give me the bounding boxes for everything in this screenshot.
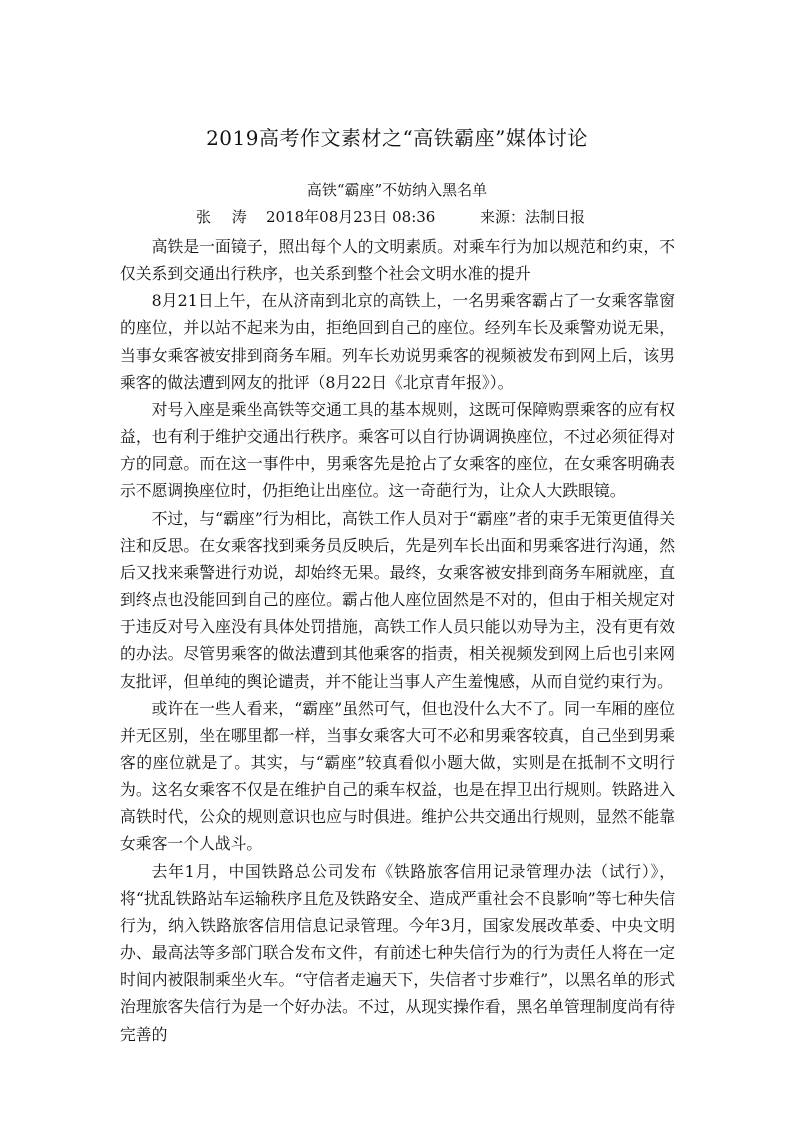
- byline-author: 张 涛: [196, 208, 255, 226]
- body-paragraph: 去年1月，中国铁路总公司发布《铁路旅客信用记录管理办法（试行）》，将“扰乱铁路站车运输秩序且危及铁路安全、造成严重社会不良影响”等七种失信行为，纳入铁路旅客信用信息记录管理。今年3月，国家发展改革委、中央文明办、最高法等多部门联合发布文件，有前述七种失信行为的行为责任人将在一定时间内被限制乘坐火车。“守信者走遍天下，失信者寸步难行”，以黑名单的形式治理旅客失信行为是一个好办法。不过，从现实操作看，黑名单管理制度尚有待完善的: [120, 861, 675, 1044]
- article-title: 高铁“霸座”不妨纳入黑名单: [306, 181, 488, 199]
- article-body: [120, 233, 675, 1048]
- body-paragraph: 或许在一些人看来，“霸座”虽然可气，但也没什么大不了。同一车厢的座位并无区别，坐在哪里都一样，当事女乘客大可不必和男乘客较真，自己坐到男乘客的座位就是了。其实，与“霸座”较真看似小题大做，实则是在抵制不文明行为。这名女乘客不仅是在维护自己的乘车权益，也是在捍卫出行规则。铁路进入高铁时代，公众的规则意识也应与时俱进。维护公共交通出行规则，显然不能靠女乘客一个人战斗。: [120, 698, 675, 854]
- document-title: 2019高考作文素材之“高铁霸座”媒体讨论: [206, 126, 588, 150]
- body-paragraph: 8月21日上午，在从济南到北京的高铁上，一名男乘客霸占了一女乘客靠窗的座位，并以站不起来为由，拒绝回到自己的座位。经列车长及乘警劝说无果，当事女乘客被安排到商务车厢。列车长劝说男乘客的视频被发布到网上后，该男乘客的做法遭到网友的批评（8月22日《北京青年报》）。: [120, 291, 675, 392]
- byline-datetime: 2018年08月23日 08:36: [266, 208, 436, 226]
- byline-source: 来源：法制日报: [480, 208, 586, 226]
- body-paragraph: 不过，与“霸座”行为相比，高铁工作人员对于“霸座”者的束手无策更值得关注和反思。在女乘客找到乘务员反映后，先是列车长出面和男乘客进行沟通，然后又找来乘警进行劝说，却始终无果。最终，女乘客被安排到商务车厢就座，直到终点也没能回到自己的座位。霸占他人座位固然是不对的，但由于相关规定对于违反对号入座没有具体处罚措施，高铁工作人员只能以劝导为主，没有更有效的办法。尽管男乘客的做法遭到其他乘客的指责，相关视频发到网上后也引来网友批评，但单纯的舆论谴责，并不能让当事人产生羞愧感，从而自觉约束行为。: [120, 508, 675, 691]
- byline: [196, 206, 716, 228]
- body-paragraph: 对号入座是乘坐高铁等交通工具的基本规则，这既可保障购票乘客的应有权益，也有利于维护交通出行秩序。乘客可以自行协调调换座位，不过必须征得对方的同意。而在这一事件中，男乘客先是抢占了女乘客的座位，在女乘客明确表示不愿调换座位时，仍拒绝让出座位。这一奇葩行为，让众人大跌眼镜。: [120, 399, 675, 501]
- body-paragraph: 高铁是一面镜子，照出每个人的文明素质。对乘车行为加以规范和约束，不仅关系到交通出行秩序，也关系到整个社会文明水准的提升: [120, 237, 675, 284]
